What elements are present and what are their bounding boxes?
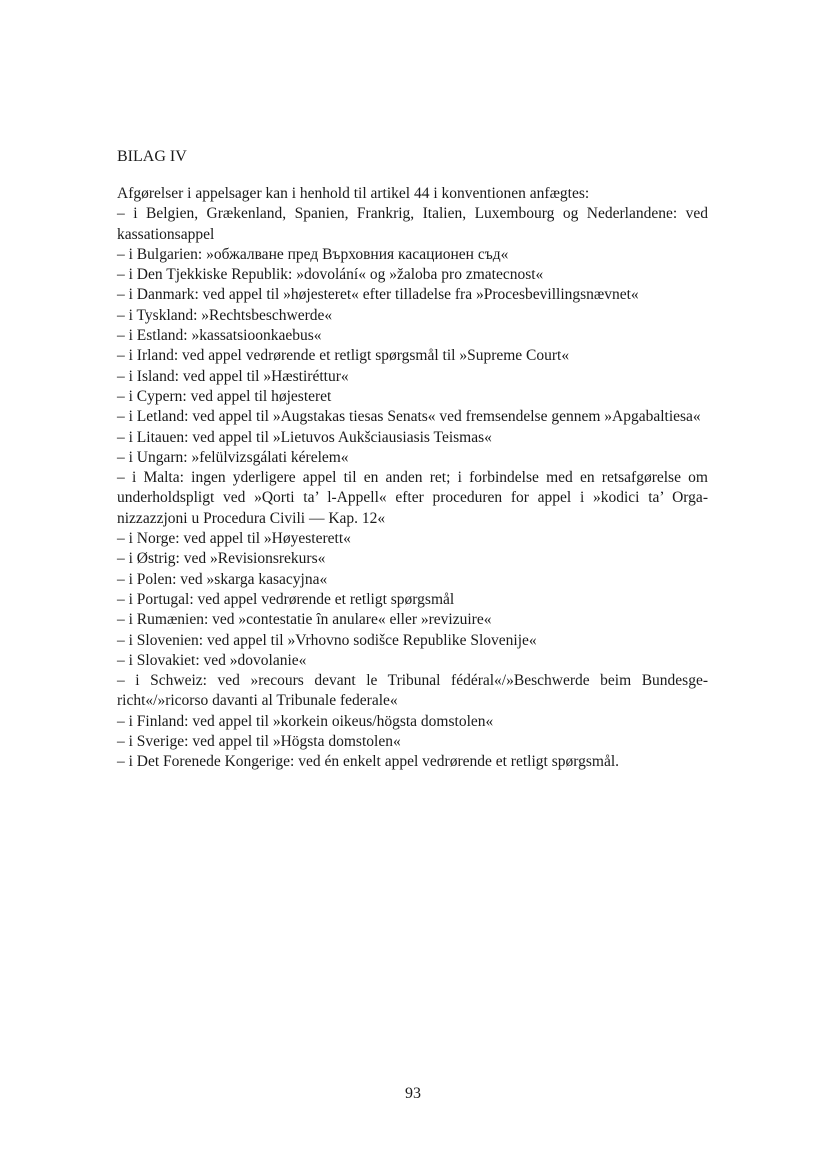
list-item: – i Irland: ved appel vedrørende et retligt spørgsmål til »Supreme Court« — [117, 347, 570, 365]
list-item: – i Island: ved appel til »Hæstiréttur« — [117, 367, 349, 385]
list-item: – i Estland: »kassatsioonkaebus« — [117, 327, 322, 345]
document-body — [117, 184, 708, 773]
list-item: – i Østrig: ved »Revisionsrekurs« — [117, 550, 326, 568]
list-item: – i Den Tjekkiske Republik: »dovolání« og »žaloba pro zmatecnost« — [117, 266, 544, 284]
list-item: – i Tyskland: »Rechtsbeschwerde« — [117, 306, 333, 324]
list-item: – i Sverige: ved appel til »Högsta domstolen« — [117, 733, 401, 751]
list-item: – i Malta: ingen yderligere appel til en anden ret; i forbindelse med en retsafgørelse om underholdspligt ved »Qorti ta’ l-Appell« efter proceduren for appel i »kodici ta’ Organizzazzjoni u Procedura Civili — Kap. 12« — [117, 469, 708, 527]
list-item: – i Rumænien: ved »contestatie în anulare« eller »revizuire« — [117, 611, 492, 629]
list-item: – i Finland: ved appel til »korkein oikeus/högsta domstolen« — [117, 712, 494, 730]
list-item: – i Schweiz: ved »recours devant le Tribunal fédéral«/»Beschwerde beim Bundesgericht«/»ricorso davanti al Tribunale federale« — [117, 672, 708, 710]
list-item: – i Cypern: ved appel til højesteret — [117, 387, 332, 405]
list-item: – i Litauen: ved appel til »Lietuvos Aukšciausiasis Teismas« — [117, 428, 492, 446]
list-item: – i Danmark: ved appel til »højesteret« efter tilladelse fra »Procesbevillingsnævnet« — [117, 286, 639, 304]
list-item: – i Portugal: ved appel vedrørende et retligt spørgsmål — [117, 590, 455, 608]
list-item: – i Det Forenede Kongerige: ved én enkelt appel vedrørende et retligt spørgsmål. — [117, 753, 620, 771]
list-item: – i Belgien, Grækenland, Spanien, Frankrig, Italien, Luxembourg og Nederlandene: ved kassationsappel — [117, 205, 708, 243]
appeal-list — [117, 204, 708, 772]
page-number: 93 — [405, 1085, 421, 1102]
list-item: – i Bulgarien: »обжалване пред Върховния касационен съд« — [117, 245, 509, 263]
list-item: – i Slovakiet: ved »dovolanie« — [117, 651, 307, 669]
list-item: – i Norge: ved appel til »Høyesterett« — [117, 530, 351, 548]
list-item: – i Slovenien: ved appel til »Vrhovno sodišce Republike Slovenije« — [117, 631, 537, 649]
page-heading: BILAG IV — [117, 148, 187, 165]
list-item: – i Polen: ved »skarga kasacyjna« — [117, 570, 328, 588]
intro-paragraph: Afgørelser i appelsager kan i henhold til artikel 44 i konventionen anfægtes: — [117, 185, 590, 202]
list-item: – i Ungarn: »felülvizsgálati kérelem« — [117, 448, 349, 466]
list-item: – i Letland: ved appel til »Augstakas tiesas Senats« ved fremsendelse gennem »Apgabaltiesa« — [117, 408, 701, 426]
